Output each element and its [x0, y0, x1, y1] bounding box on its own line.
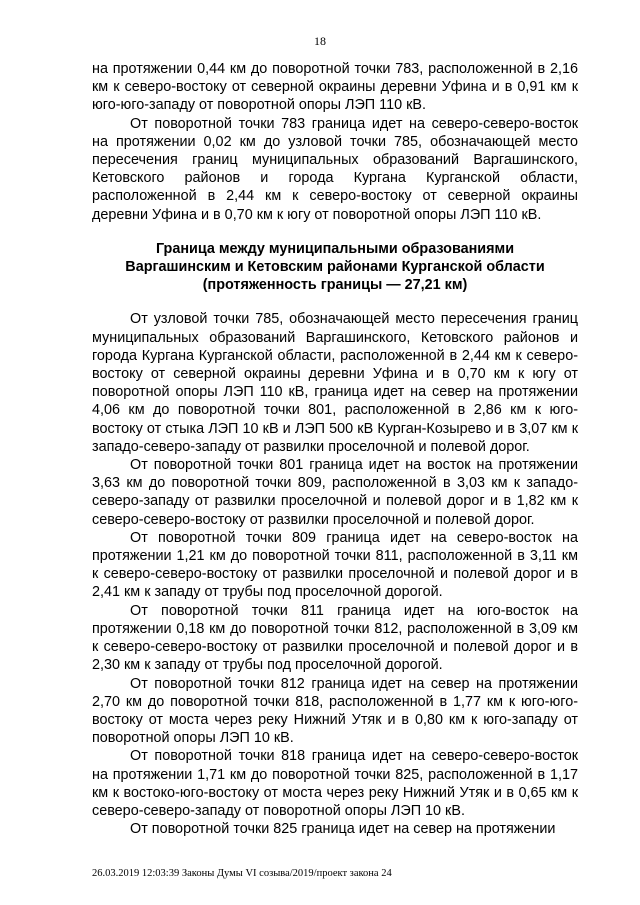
section-heading	[92, 240, 578, 295]
paragraph: От поворотной точки 818 граница идет на северо-северо-восток на протяжении 1,71 км до поворотной точки 825, расположенной в 1,17 км к востоко-юго-востоку от моста через реку Нижний Утяк и в 0,65 км к северо-северо-западу от поворотной опоры ЛЭП 10 кВ.	[92, 748, 578, 819]
paragraph: От поворотной точки 783 граница идет на северо-северо-восток на протяжении 0,02 км до узловой точки 785, обозначающей место пересечения границ муниципальных образований Варгашинского, Кетовского районов и города Кургана Курганской области, расположенной в 2,44 км к северо-востоку от северной окраины деревни Уфина и в 0,70 км к югу от поворотной опоры ЛЭП 110 кВ.	[92, 115, 578, 223]
section-heading-line: (протяженность границы — 27,21 км)	[202, 277, 468, 294]
paragraph: От поворотной точки 825 граница идет на север на протяжении	[130, 821, 556, 838]
section-heading-line: Граница между муниципальными образованиями	[155, 240, 515, 257]
page-number: 18	[314, 34, 326, 48]
paragraph: От узловой точки 785, обозначающей место пересечения границ муниципальных образований Варгашинского, Кетовского районов и города Кургана Курганской области, расположенной в 2,44 км к северо-востоку от северной окраины деревни Уфина и в 0,70 км к югу от поворотной опоры ЛЭП 110 кВ, граница идет на север на протяжении 4,06 км до поворотной точки 801, расположенной в 2,86 км к юго-востоку от стыка ЛЭП 10 кВ и ЛЭП 500 кВ Курган-Козырево и в 3,07 км к западо-северо-западу от развилки проселочной и полевой дорог.	[92, 311, 578, 455]
document-body	[92, 60, 578, 838]
paragraph: От поворотной точки 811 граница идет на юго-восток на протяжении 0,18 км до поворотной точки 812, расположенной в 3,09 км к северо-северо-востоку от развилки проселочной и полевой дорог и в 2,30 км к западу от трубы под проселочной дорогой.	[92, 602, 578, 674]
section-heading-line: Варгашинским и Кетовским районами Курганской области	[125, 259, 545, 276]
paragraph: От поворотной точки 801 граница идет на восток на протяжении 3,63 км до поворотной точки 809, расположенной в 3,03 км к западо-северо-западу от развилки проселочной и полевой дорог и в 1,82 км к северо-северо-востоку от развилки проселочной и полевой дорог.	[92, 457, 578, 528]
paragraph: От поворотной точки 812 граница идет на север на протяжении 2,70 км до поворотной точки 818, расположенной в 1,77 км к юго-юго-востоку от моста через реку Нижний Утяк и в 0,80 км к юго-западу от поворотной опоры ЛЭП 10 кВ.	[92, 675, 578, 747]
paragraph: От поворотной точки 809 граница идет на северо-восток на протяжении 1,21 км до поворотной точки 811, расположенной в 3,11 км к северо-северо-востоку от развилки проселочной и полевой дорог и в 2,41 км к западу от трубы под проселочной дорогой.	[92, 529, 578, 601]
footer-stamp: 26.03.2019 12:03:39 Законы Думы VI созыва/2019/проект закона 24	[92, 868, 392, 879]
paragraph: на протяжении 0,44 км до поворотной точки 783, расположенной в 2,16 км к северо-востоку от северной окраины деревни Уфина и в 0,91 км к юго-юго-западу от поворотной опоры ЛЭП 110 кВ.	[92, 61, 578, 114]
